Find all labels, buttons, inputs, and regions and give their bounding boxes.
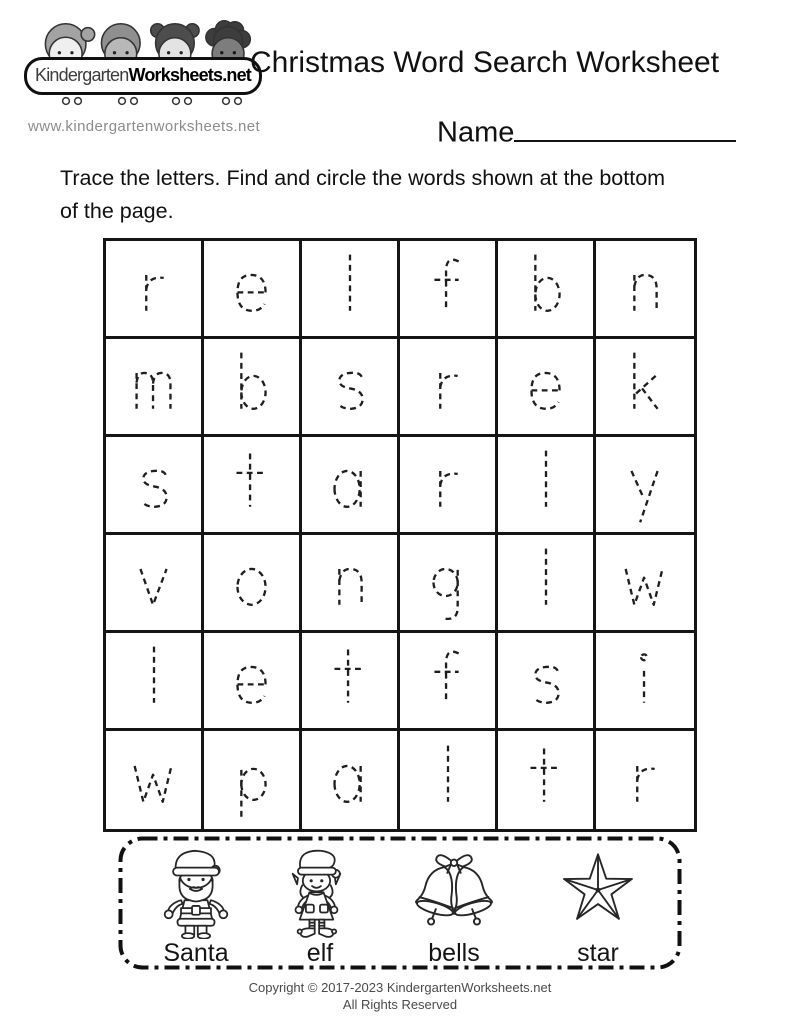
traced-letter-n bbox=[615, 243, 675, 335]
grid-cell-r3c2-t bbox=[204, 437, 302, 535]
copyright-text: Copyright © 2017-2023 KindergartenWorksheets.net bbox=[248, 980, 552, 995]
footer bbox=[0, 979, 800, 1013]
grid-cell-r6c1-w bbox=[106, 731, 204, 829]
grid-cell-r1c2-e bbox=[204, 241, 302, 339]
grid-cell-r6c6-r bbox=[596, 731, 694, 829]
rights-text: All Rights Reserved bbox=[342, 997, 458, 1012]
grid-cell-r5c3-t bbox=[302, 633, 400, 731]
traced-letter-f bbox=[418, 635, 478, 727]
traced-letter-n bbox=[320, 537, 380, 629]
grid-cell-r3c4-r bbox=[400, 437, 498, 535]
traced-letter-p bbox=[222, 734, 282, 826]
traced-letter-t bbox=[320, 635, 380, 727]
grid-cell-r2c3-s bbox=[302, 339, 400, 437]
traced-letter-k bbox=[615, 341, 675, 433]
traced-letter-e bbox=[222, 243, 282, 335]
grid-cell-r1c5-b bbox=[498, 241, 596, 339]
grid-cell-r2c1-m bbox=[106, 339, 204, 437]
santa-icon bbox=[156, 842, 236, 939]
traced-letter-l bbox=[124, 635, 184, 727]
name-row bbox=[437, 110, 736, 150]
grid-cell-r1c3-l bbox=[302, 241, 400, 339]
grid-cell-r6c4-l bbox=[400, 731, 498, 829]
grid-cell-r2c6-k bbox=[596, 339, 694, 437]
name-label: Name bbox=[437, 116, 515, 149]
traced-letter-r bbox=[124, 243, 184, 335]
word-bank-item-star bbox=[552, 841, 644, 966]
grid-cell-r2c5-e bbox=[498, 339, 596, 437]
logo-text-bold: Worksheets.net bbox=[128, 65, 251, 85]
traced-letter-t bbox=[222, 439, 282, 531]
traced-letter-i bbox=[615, 635, 675, 727]
traced-letter-t bbox=[516, 734, 576, 826]
grid-cell-r3c5-l bbox=[498, 437, 596, 535]
traced-letter-y bbox=[615, 439, 675, 531]
grid-cell-r6c2-p bbox=[204, 731, 302, 829]
traced-letter-f bbox=[418, 243, 478, 335]
traced-letter-w bbox=[615, 537, 675, 629]
grid-cell-r5c6-i bbox=[596, 633, 694, 731]
traced-letter-b bbox=[222, 341, 282, 433]
word-bank bbox=[118, 836, 682, 970]
star-icon bbox=[552, 845, 644, 935]
page-title: Christmas Word Search Worksheet bbox=[250, 46, 720, 79]
word-bank-item-bells bbox=[404, 841, 504, 966]
traced-letter-b bbox=[516, 243, 576, 335]
instructions-line-2: of the page. bbox=[60, 199, 174, 223]
grid-cell-r4c3-n bbox=[302, 535, 400, 633]
traced-letter-a bbox=[320, 439, 380, 531]
name-blank-line bbox=[514, 110, 736, 142]
word-label-bells: bells bbox=[428, 939, 480, 967]
traced-letter-l bbox=[516, 537, 576, 629]
grid-cell-r4c2-o bbox=[204, 535, 302, 633]
instructions bbox=[60, 162, 665, 228]
grid-cell-r5c4-f bbox=[400, 633, 498, 731]
logo-text-light: Kindergarten bbox=[35, 65, 129, 85]
word-label-santa: Santa bbox=[163, 939, 229, 967]
traced-letter-a bbox=[320, 734, 380, 826]
grid-cell-r3c3-a bbox=[302, 437, 400, 535]
traced-letter-l bbox=[516, 439, 576, 531]
traced-letter-r bbox=[418, 439, 478, 531]
logo bbox=[24, 16, 262, 109]
grid-cell-r2c2-b bbox=[204, 339, 302, 437]
kids-hands bbox=[38, 95, 248, 109]
grid-cell-r6c5-t bbox=[498, 731, 596, 829]
word-bank-item-elf bbox=[284, 841, 356, 966]
traced-letter-r bbox=[418, 341, 478, 433]
grid-cell-r3c1-s bbox=[106, 437, 204, 535]
traced-letter-l bbox=[320, 243, 380, 335]
grid-cell-r5c5-s bbox=[498, 633, 596, 731]
traced-letter-e bbox=[222, 635, 282, 727]
traced-letter-s bbox=[124, 439, 184, 531]
grid-cell-r2c4-r bbox=[400, 339, 498, 437]
traced-letter-v bbox=[124, 537, 184, 629]
grid-cell-r4c6-w bbox=[596, 535, 694, 633]
grid-cell-r1c4-f bbox=[400, 241, 498, 339]
instructions-line-1: Trace the letters. Find and circle the words shown at the bottom bbox=[60, 166, 666, 190]
traced-letter-g bbox=[418, 537, 478, 629]
grid-cell-r4c1-v bbox=[106, 535, 204, 633]
traced-letter-o bbox=[222, 537, 282, 629]
word-bank-item-santa bbox=[156, 841, 236, 966]
traced-letter-l bbox=[418, 734, 478, 826]
traced-letter-m bbox=[124, 341, 184, 433]
traced-letter-e bbox=[516, 341, 576, 433]
website-url: www.kindergartenworksheets.net bbox=[28, 118, 261, 135]
grid-cell-r5c1-l bbox=[106, 633, 204, 731]
elf-icon bbox=[284, 842, 356, 939]
traced-letter-s bbox=[320, 341, 380, 433]
grid-cell-r4c4-g bbox=[400, 535, 498, 633]
traced-letter-r bbox=[615, 734, 675, 826]
logo-sign bbox=[24, 57, 262, 95]
grid-cell-r1c6-n bbox=[596, 241, 694, 339]
letter-grid bbox=[103, 238, 697, 832]
grid-cell-r1c1-r bbox=[106, 241, 204, 339]
traced-letter-w bbox=[124, 734, 184, 826]
traced-letter-s bbox=[516, 635, 576, 727]
bells-icon bbox=[404, 848, 504, 932]
word-label-elf: elf bbox=[306, 939, 334, 967]
grid-cell-r5c2-e bbox=[204, 633, 302, 731]
word-label-star: star bbox=[577, 939, 619, 967]
grid-cell-r6c3-a bbox=[302, 731, 400, 829]
grid-cell-r4c5-l bbox=[498, 535, 596, 633]
grid-cell-r3c6-y bbox=[596, 437, 694, 535]
